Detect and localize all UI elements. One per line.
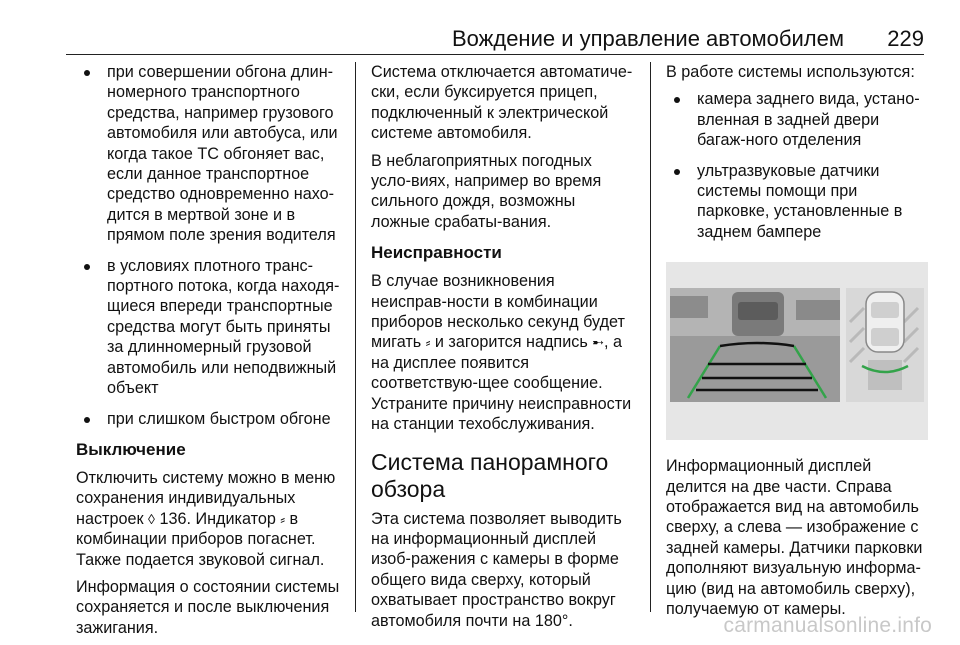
paragraph: В случае возникновения неисправ-ности в комбинации приборов несколько секунд будет мигать ⸗ и загорится надпись ➸, а на дисплее появится соответствую-щее сообщение. Устраните причину неисправности на станции техобслуживания. <box>371 272 632 434</box>
page-header <box>0 0 960 60</box>
list-item: камера заднего вида, устано-вленная в задней двери багаж-ного отделения <box>666 89 928 150</box>
header-title: Вождение и управление автомобилем <box>451 26 844 51</box>
column-divider-1 <box>355 62 356 612</box>
list-item: при слишком быстром обгоне <box>76 409 342 429</box>
blind-spot-indicator-icon: ⸗ <box>280 510 286 527</box>
paragraph: В работе системы используются: <box>666 63 915 81</box>
bullet-list <box>666 89 928 242</box>
section-heading-disable: Выключение <box>76 439 186 459</box>
list-item: ультразвуковые датчики системы помощи при парковке, установленные в заднем бампере <box>666 161 928 243</box>
bullet-icon <box>84 70 90 76</box>
column-3 <box>666 62 928 627</box>
column-2 <box>371 62 633 638</box>
paragraph: Эта система позволяет выводить на информационный дисплей изоб-ражения с камеры в форме общего вида сверху, который охватывает пространство вокруг автомобиля почти на 180°. <box>371 509 622 630</box>
paragraph: Информационный дисплей делится на две части. Справа отображается вид на автомобиль сверху, а слева — изображение с задней камеры. Датчики парковки дополняют визуальную информа-цию (вид на автомобиль сверху), получаемую от камеры. <box>666 457 923 619</box>
paragraph: В неблагоприятных погодных усло-виях, например во время сильного дождя, возможны ложные срабаты-вания. <box>371 151 602 231</box>
arrow-ref-icon[interactable]: ◊ <box>148 510 155 527</box>
paragraph: Информация о состоянии системы сохраняется и после выключения зажигания. <box>76 577 340 637</box>
list-item: при совершении обгона длин-номерного транспортного средства, например грузового автомобиля или автобуса, или когда такое ТС обгоняет вас, если данное транспортное средство одновременно нахо-дится в мертвой зоне и в прямом поле зрения водителя <box>76 62 342 246</box>
bullet-icon <box>674 169 680 175</box>
blind-spot-indicator-icon: ⸗ <box>425 334 431 351</box>
bullet-icon <box>674 97 680 103</box>
header-rule <box>66 54 924 55</box>
section-heading-faults: Неисправности <box>371 243 502 263</box>
column-divider-2 <box>650 62 651 612</box>
bullet-icon <box>84 417 90 423</box>
page-number: 229 <box>887 26 924 51</box>
list-item: в условиях плотного транс-портного потока, когда находя-щиеся впереди транспортные средства могут быть приняты за длинномерный грузовой автомобиль или неподвижный объект <box>76 256 342 399</box>
paragraph: Отключить систему можно в меню сохранения индивидуальных настроек ◊ 136. Индикатор ⸗ в комбинации приборов погаснет. Также подается звуковой сигнал. <box>76 468 336 569</box>
rear-camera-topview-illustration <box>666 262 928 440</box>
service-wrench-icon: ➸ <box>592 334 604 351</box>
display-illustration <box>666 262 928 440</box>
rear-zone <box>868 360 902 390</box>
column-1 <box>76 62 342 645</box>
paragraph: Система отключается автоматиче-ски, если буксируется прицеп, подключенный к электрической системе автомобиля. <box>371 63 633 143</box>
bullet-icon <box>84 264 90 270</box>
bullet-list <box>76 62 342 429</box>
watermark: carmanualsonline.info <box>723 614 932 637</box>
section-title-panoramic: Система панорамного обзора <box>371 448 609 502</box>
